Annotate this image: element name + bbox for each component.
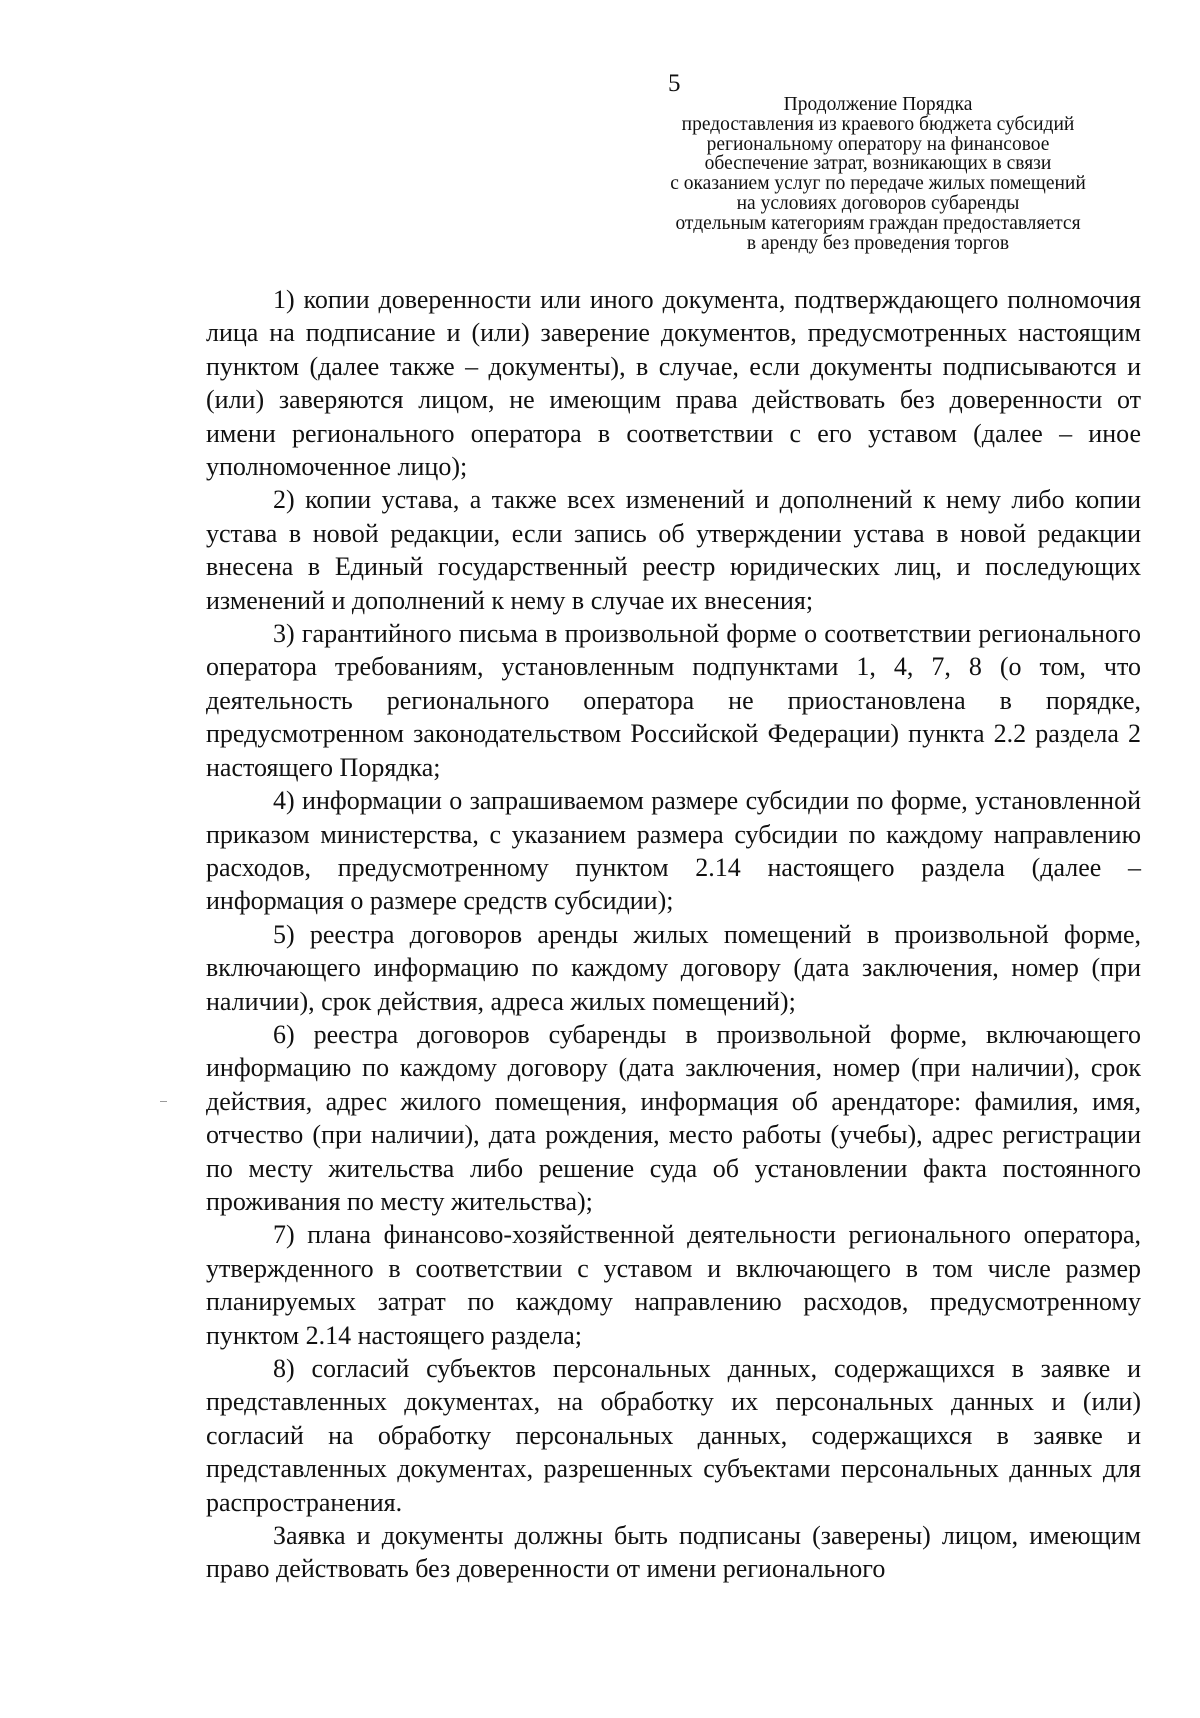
list-item-2: 2) копии устава, а также всех изменений и дополнений к нему либо копии устава в новой редакции, если запись об утверждении устава в новой редакции внесена в Единый государственный реестр юридических лиц, и последующих изменений и дополнений к нему в случае их внесения; (206, 485, 1141, 615)
list-item-7: 7) плана финансово-хозяйственной деятельности регионального оператора, утвержденного в соответствии с уставом и включающего в том числе размер планируемых затрат по каждому направлению расходов, предусмотренному пунктом 2.14 настоящего раздела; (206, 1220, 1141, 1350)
document-header (608, 95, 1148, 253)
scan-artifact-mark (160, 1101, 167, 1102)
list-item-6: 6) реестра договоров субаренды в произвольной форме, включающего информацию по каждому договору (дата заключения, номер (при наличии), срок действия, адрес жилого помещения, информация об арендаторе: фамилия, имя, отчество (при наличии), дата рождения, место работы (учебы), адрес регистрации по месту жительства либо решение суда об установлении факта постоянного проживания по месту жительства); (206, 1019, 1141, 1216)
list-item-8: 8) согласий субъектов персональных данных, содержащихся в заявке и представленных документах, на обработку их персональных данных и (или) согласий на обработку персональных данных, содержащихся в заявке и представленных документах, разрешенных субъектами персональных данных для распространения. (206, 1354, 1141, 1517)
header-line: в аренду без проведения торгов (746, 232, 1010, 254)
list-item-4: 4) информации о запрашиваемом размере субсидии по форме, установленной приказом министерства, с указанием размера субсидии по каждому направлению расходов, предусмотренному пунктом 2.14 настоящего раздела (далее – информация о размере средств субсидии); (206, 786, 1141, 916)
list-item-3: 3) гарантийного письма в произвольной форме о соответствии регионального оператора требованиям, установленным подпунктами 1, 4, 7, 8 (о том, что деятельность регионального оператора не приостановлена в порядке, предусмотренном законодательством Российской Федерации) пункта 2.2 раздела 2 настоящего Порядка; (206, 619, 1141, 782)
page-number: 5 (668, 70, 681, 97)
document-body (206, 283, 1141, 1586)
closing-paragraph: Заявка и документы должны быть подписаны (заверены) лицом, имеющим право действовать без доверенности от имени регионального (206, 1521, 1141, 1584)
list-item-5: 5) реестра договоров аренды жилых помещений в произвольной форме, включающего информацию по каждому договору (дата заключения, номер (при наличии), срок действия, адреса жилых помещений); (206, 919, 1141, 1016)
header-line: обеспечение затрат, возникающих в связи (704, 153, 1052, 175)
header-line: с оказанием услуг по передаче жилых помещений (670, 173, 1086, 195)
header-line: предоставления из краевого бюджета субсидий (681, 113, 1075, 135)
header-line: Продолжение Порядка (783, 94, 973, 115)
list-item-1: 1) копии доверенности или иного документа, подтверждающего полномочия лица на подписание и (или) заверение документов, предусмотренных настоящим пунктом (далее также – документы), в случае, если документы подписываются и (или) заверяются лицом, не имеющим права действовать без доверенности от имени регионального оператора в соответствии с его уставом (далее – иное уполномоченное лицо); (206, 285, 1141, 482)
header-line: региональному оператору на финансовое (706, 133, 1050, 155)
header-line: на условиях договоров субаренды (736, 192, 1020, 214)
header-line: отдельным категориям граждан предоставляется (675, 212, 1081, 234)
